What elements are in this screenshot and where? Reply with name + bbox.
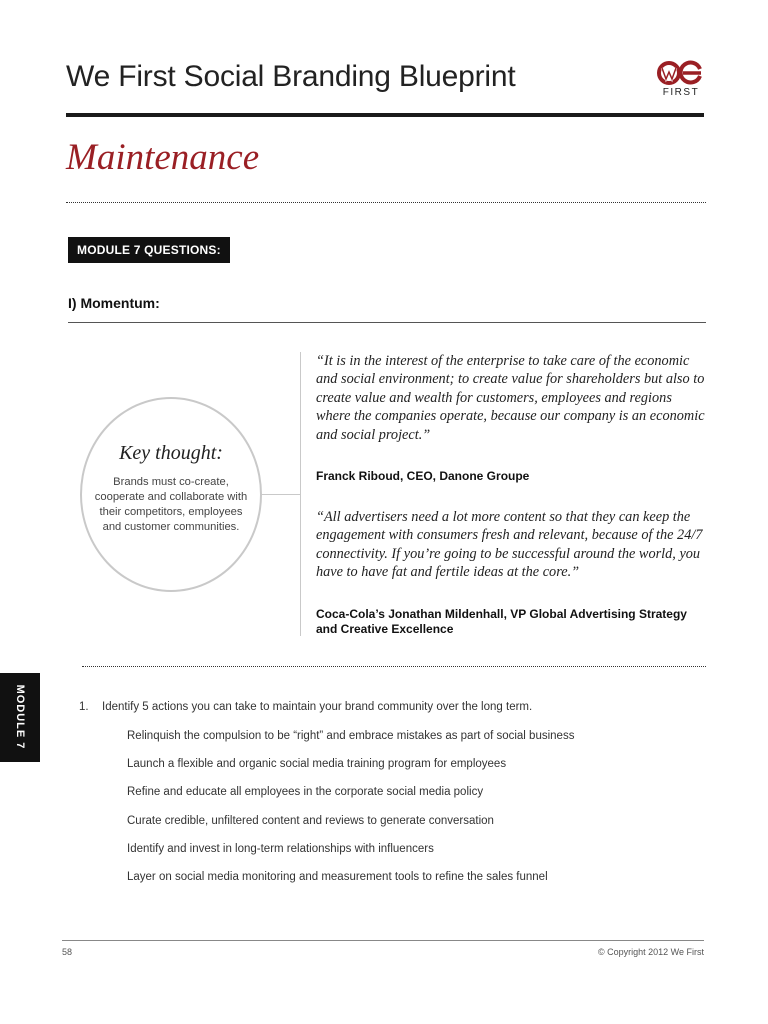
module-side-tab-label: MODULE 7 bbox=[14, 684, 26, 750]
list-item: Curate credible, unfiltered content and reviews to generate conversation bbox=[127, 814, 494, 827]
section-title: Maintenance bbox=[66, 137, 260, 178]
document-title: We First Social Branding Blueprint bbox=[66, 60, 516, 93]
dotted-divider-top bbox=[66, 202, 706, 203]
list-item: Launch a flexible and organic social media training program for employees bbox=[127, 758, 507, 771]
copyright-notice: © Copyright 2012 We First bbox=[597, 947, 704, 957]
momentum-rule bbox=[68, 322, 706, 323]
question-number: 1. bbox=[79, 701, 89, 713]
quote-coca-cola-attribution: Coca-Cola’s Jonathan Mildenhall, VP Global Advertising Strategy and Creative Excellence bbox=[316, 607, 687, 636]
question-text: Identify 5 actions you can take to maintain your brand community over the long term. bbox=[102, 701, 533, 713]
momentum-heading: I) Momentum: bbox=[68, 295, 160, 311]
list-item: Layer on social media monitoring and measurement tools to refine the sales funnel bbox=[127, 870, 548, 883]
circle-connector-line bbox=[262, 494, 300, 495]
dotted-divider-bottom bbox=[82, 666, 706, 667]
footer-rule bbox=[62, 940, 704, 941]
header-rule bbox=[66, 113, 704, 117]
page-number: 58 bbox=[62, 947, 73, 957]
list-item: Refine and educate all employees in the corporate social media policy bbox=[127, 786, 484, 799]
module-side-tab bbox=[0, 673, 40, 762]
we-first-logo bbox=[655, 60, 707, 102]
answer-list bbox=[127, 729, 574, 898]
we-first-logo-icon bbox=[655, 60, 707, 88]
quotes-vertical-rule bbox=[300, 352, 301, 636]
quote-danone: “It is in the interest of the enterprise to take care of the economic and social environment; to create value for shareholders but also to create value and wealth for customers, employees and regions where the companies operate, because our company is an economic and social project.” bbox=[316, 353, 705, 443]
quote-danone-attribution: Franck Riboud, CEO, Danone Groupe bbox=[316, 469, 530, 483]
key-thought-body: Brands must co-create, cooperate and collaborate with their competitors, employees and customer communities. bbox=[94, 476, 248, 533]
module-questions-tag: MODULE 7 QUESTIONS: bbox=[68, 237, 230, 263]
key-thought-circle bbox=[80, 397, 262, 592]
list-item: Relinquish the compulsion to be “right” and embrace mistakes as part of social business bbox=[127, 730, 575, 742]
key-thought-title: Key thought: bbox=[119, 442, 223, 464]
list-item: Identify and invest in long-term relationships with influencers bbox=[127, 842, 434, 855]
quote-coca-cola: “All advertisers need a lot more content so that they can keep the engagement with consumers fresh and relevant, because of the 24/7 connectivity. If you’re going to be successful around the world, you have to have fat and fertile ideas at the core.” bbox=[316, 509, 703, 581]
logo-wordmark: FIRST bbox=[662, 87, 700, 98]
